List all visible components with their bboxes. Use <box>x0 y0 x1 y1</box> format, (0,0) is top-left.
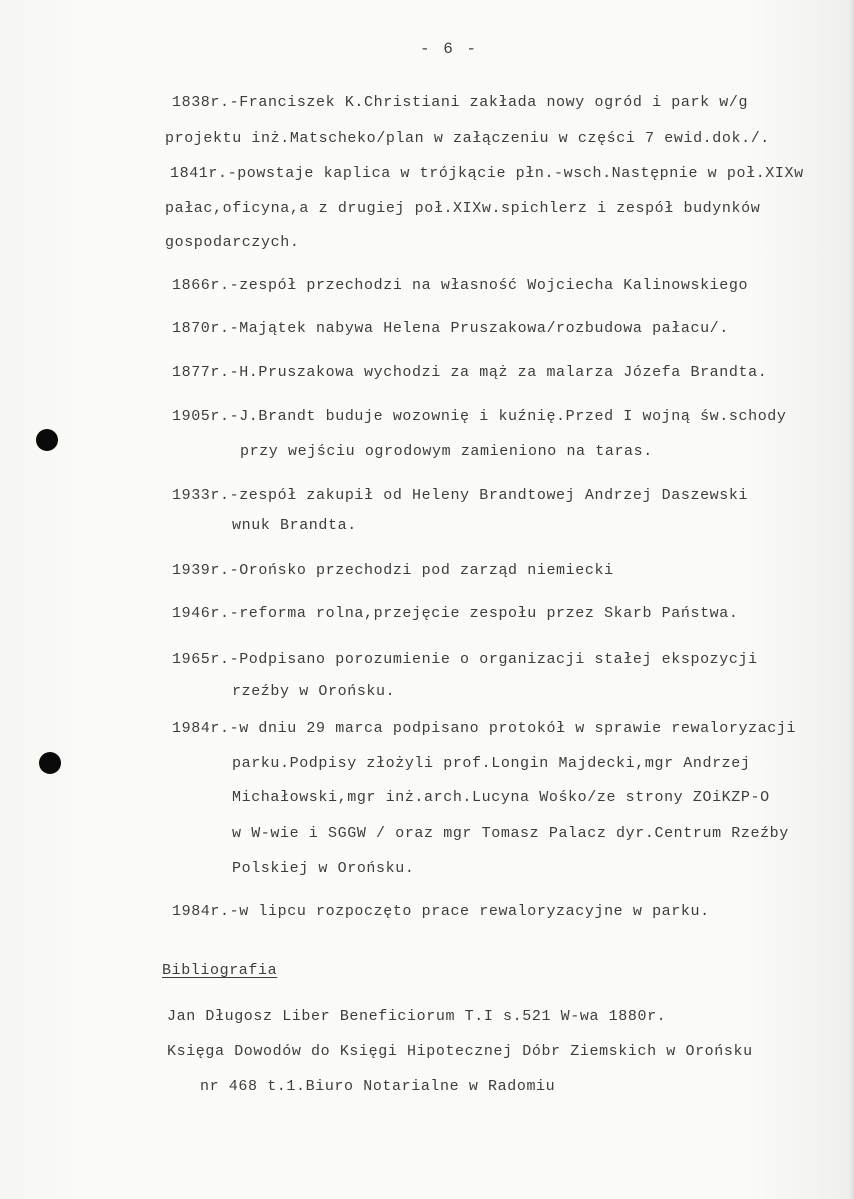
chronology-line: projektu inż.Matscheko/plan w załączeniu w części 7 ewid.dok./. <box>165 130 770 147</box>
page-number: - 6 - <box>420 40 479 58</box>
chronology-line: 1984r.-w dniu 29 marca podpisano protokół w sprawie rewaloryzacji <box>172 720 797 737</box>
chronology-line: pałac,oficyna,a z drugiej poł.XIXw.spichlerz i zespół budynków <box>165 200 761 217</box>
chronology-line: 1939r.-Orońsko przechodzi pod zarząd niemiecki <box>172 562 614 579</box>
chronology-line: 1946r.-reforma rolna,przejęcie zespołu przez Skarb Państwa. <box>172 605 739 622</box>
chronology-line: Polskiej w Orońsku. <box>232 860 415 877</box>
page-edge-shadow <box>848 0 854 1199</box>
chronology-line: 1933r.-zespół zakupił od Heleny Brandtowej Andrzej Daszewski <box>172 487 749 504</box>
chronology-line: 1838r.-Franciszek K.Christiani zakłada nowy ogród i park w/g <box>172 94 749 111</box>
punch-hole-bottom <box>39 752 61 774</box>
chronology-line: 1965r.-Podpisano porozumienie o organizacji stałej ekspozycji <box>172 651 758 668</box>
chronology-line: 1841r.-powstaje kaplica w trójkącie płn.-wsch.Następnie w poł.XIXw <box>170 165 804 182</box>
chronology-line: rzeźby w Orońsku. <box>232 683 396 700</box>
bibliography-entry: nr 468 t.1.Biuro Notarialne w Radomiu <box>200 1078 556 1095</box>
chronology-line: 1877r.-H.Pruszakowa wychodzi za mąż za malarza Józefa Brandta. <box>172 364 768 381</box>
bibliography-entry: Jan Długosz Liber Beneficiorum T.I s.521 W-wa 1880r. <box>167 1008 667 1025</box>
bibliography-heading: Bibliografia <box>162 962 278 979</box>
chronology-line: wnuk Brandta. <box>232 517 357 534</box>
chronology-line: 1984r.-w lipcu rozpoczęto prace rewaloryzacyjne w parku. <box>172 903 710 920</box>
chronology-line: 1905r.-J.Brandt buduje wozownię i kuźnię.Przed I wojną św.schody <box>172 408 787 425</box>
chronology-line: Michałowski,mgr inż.arch.Lucyna Wośko/ze strony ZOiKZP-O <box>232 789 770 806</box>
chronology-line: parku.Podpisy złożyli prof.Longin Majdecki,mgr Andrzej <box>232 755 751 772</box>
bibliography-entry: Księga Dowodów do Księgi Hipotecznej Dóbr Ziemskich w Orońsku <box>167 1043 753 1060</box>
chronology-line: 1870r.-Majątek nabywa Helena Pruszakowa/rozbudowa pałacu/. <box>172 320 729 337</box>
chronology-line: w W-wie i SGGW / oraz mgr Tomasz Palacz dyr.Centrum Rzeźby <box>232 825 789 842</box>
chronology-line: 1866r.-zespół przechodzi na własność Wojciecha Kalinowskiego <box>172 277 749 294</box>
punch-hole-top <box>36 429 58 451</box>
chronology-line: gospodarczych. <box>165 234 300 251</box>
chronology-line: przy wejściu ogrodowym zamieniono na taras. <box>240 443 653 460</box>
